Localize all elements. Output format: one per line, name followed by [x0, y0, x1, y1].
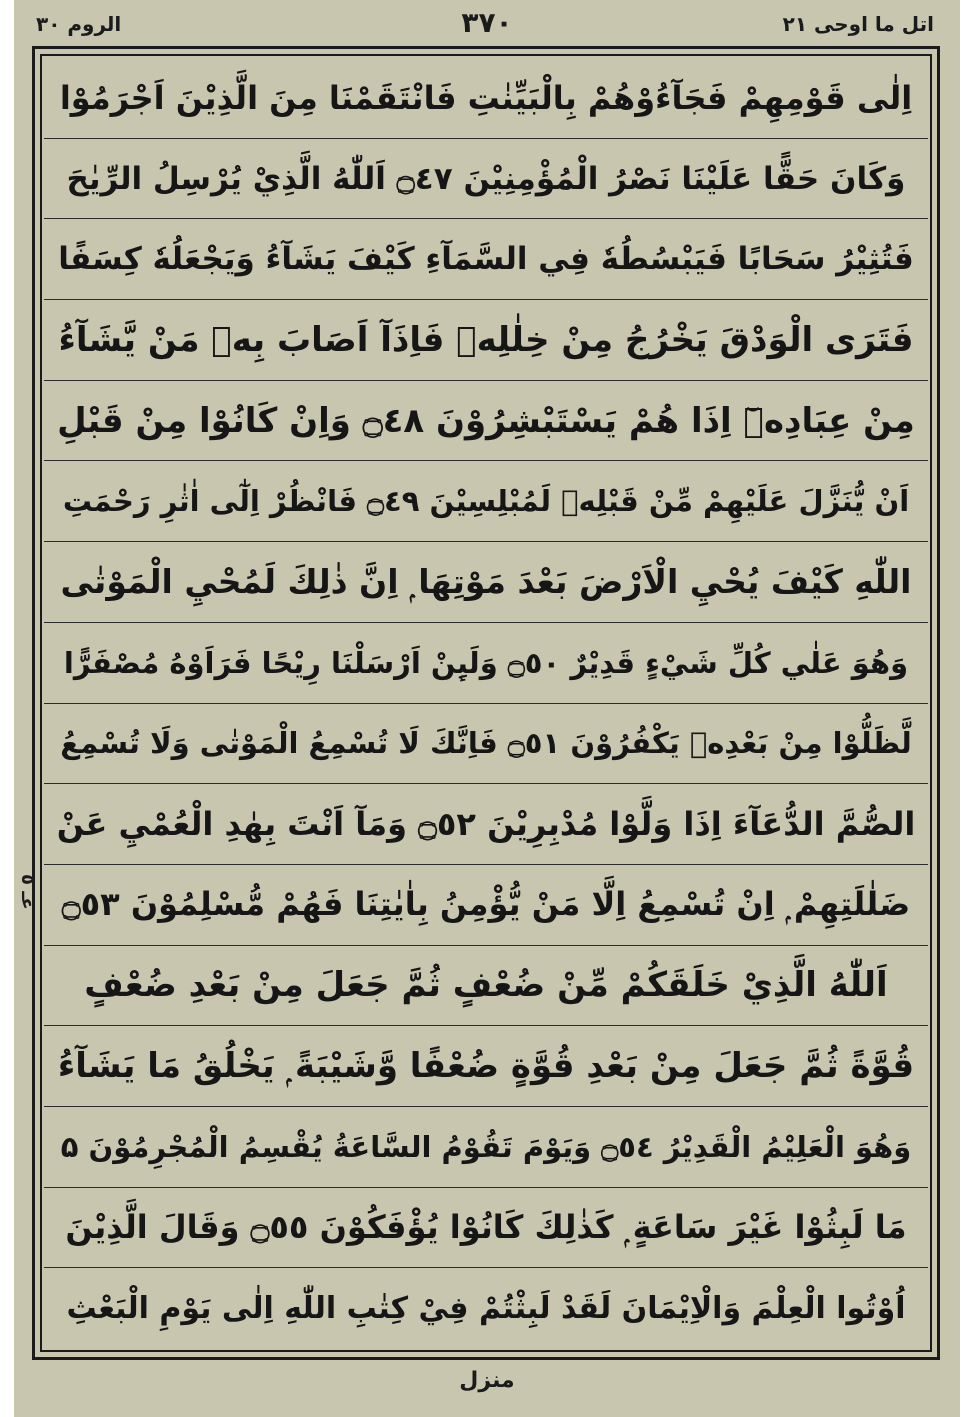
verse-line: وَهُوَ عَلٰي كُلِّ شَيْءٍ قَدِيْرٌ ۝٥٠ وَلَىِٕنْ اَرْسَلْنَا رِيْحًا فَرَاَوْهُ مُصْفَرًّا	[44, 623, 928, 704]
page-number: ۳۷۰	[461, 6, 513, 39]
quran-page	[14, 0, 960, 1417]
verse-line: اللّٰهِ كَيْفَ يُحْيِ الْاَرْضَ بَعْدَ مَوْتِهَا ۭ اِنَّ ذٰلِكَ لَمُحْيِ الْمَوْتٰى	[44, 542, 928, 623]
verse-lines	[44, 58, 928, 1348]
verse-line: اِلٰى قَوْمِهِمْ فَجَآءُوْهُمْ بِالْبَيِّنٰتِ فَانْتَقَمْنَا مِنَ الَّذِيْنَ اَجْرَمُوْا	[44, 58, 928, 139]
ruku-marker: عـ ٥	[17, 874, 38, 910]
page-header	[14, 6, 960, 46]
verse-line: لَّظَلُّوْا مِنْ بَعْدِهٖ يَكْفُرُوْنَ ۝٥١ فَاِنَّكَ لَا تُسْمِعُ الْمَوْتٰى وَلَا تُسْمِعُ	[44, 704, 928, 785]
verse-line: اُوْتُوا الْعِلْمَ وَالْاِيْمَانَ لَقَدْ لَبِثْتُمْ فِيْ كِتٰبِ اللّٰهِ اِلٰى يَوْمِ الْبَعْثِ	[66, 1290, 906, 1326]
verse-line: اَللّٰهُ الَّذِيْ خَلَقَكُمْ مِّنْ ضُعْفٍ ثُمَّ جَعَلَ مِنْ بَعْدِ ضُعْفٍ	[44, 946, 928, 1027]
verse-line: وَهُوَ الْعَلِيْمُ الْقَدِيْرُ ۝٥٤ وَيَوْمَ تَقُوْمُ السَّاعَةُ يُقْسِمُ الْمُجْرِمُوْنَ ۵	[44, 1107, 928, 1188]
verse-line: مِنْ عِبَادِهٖٓ اِذَا هُمْ يَسْتَبْشِرُوْنَ ۝٤٨ وَاِنْ كَانُوْا مِنْ قَبْلِ	[44, 381, 928, 462]
manzil-footer: منزل	[459, 1368, 515, 1393]
verse-line: الصُّمَّ الدُّعَآءَ اِذَا وَلَّوْا مُدْبِرِيْنَ ۝٥٢ وَمَآ اَنْتَ بِهٰدِ الْعُمْيِ عَنْ	[44, 784, 928, 865]
verse-line: فَتَرَى الْوَدْقَ يَخْرُجُ مِنْ خِلٰلِهٖ فَاِذَآ اَصَابَ بِهٖ مَنْ يَّشَآءُ	[44, 300, 928, 381]
verse-line: قُوَّةً ثُمَّ جَعَلَ مِنْ بَعْدِ قُوَّةٍ ضُعْفًا وَّشَيْبَةً ۭ يَخْلُقُ مَا يَشَآءُ	[44, 1026, 928, 1107]
verse-line: فَتُثِيْرُ سَحَابًا فَيَبْسُطُهٗ فِي السَّمَآءِ كَيْفَ يَشَآءُ وَيَجْعَلُهٗ كِسَفًا	[44, 219, 928, 300]
verse-line: اَنْ يُّنَزَّلَ عَلَيْهِمْ مِّنْ قَبْلِهٖ لَمُبْلِسِيْنَ ۝٤٩ فَانْظُرْ اِلٰٓى اٰثٰرِ رَحْمَتِ	[44, 461, 928, 542]
verse-line: وَكَانَ حَقًّا عَلَيْنَا نَصْرُ الْمُؤْمِنِيْنَ ۝٤٧ اَللّٰهُ الَّذِيْ يُرْسِلُ الرِّيٰحَ	[44, 139, 928, 220]
juz-title: اتل ما اوحی ۲۱	[782, 12, 934, 36]
verse-line: ضَلٰلَتِهِمْ ۭ اِنْ تُسْمِعُ اِلَّا مَنْ يُّؤْمِنُ بِاٰيٰتِنَا فَهُمْ مُّسْلِمُوْنَ ۝٥٣	[44, 865, 928, 946]
surah-title: الروم ۳۰	[36, 12, 122, 36]
verse-line: مَا لَبِثُوْا غَيْرَ سَاعَةٍ ۭ كَذٰلِكَ كَانُوْا يُؤْفَكُوْنَ ۝٥٥ وَقَالَ الَّذِيْنَ	[44, 1188, 928, 1269]
